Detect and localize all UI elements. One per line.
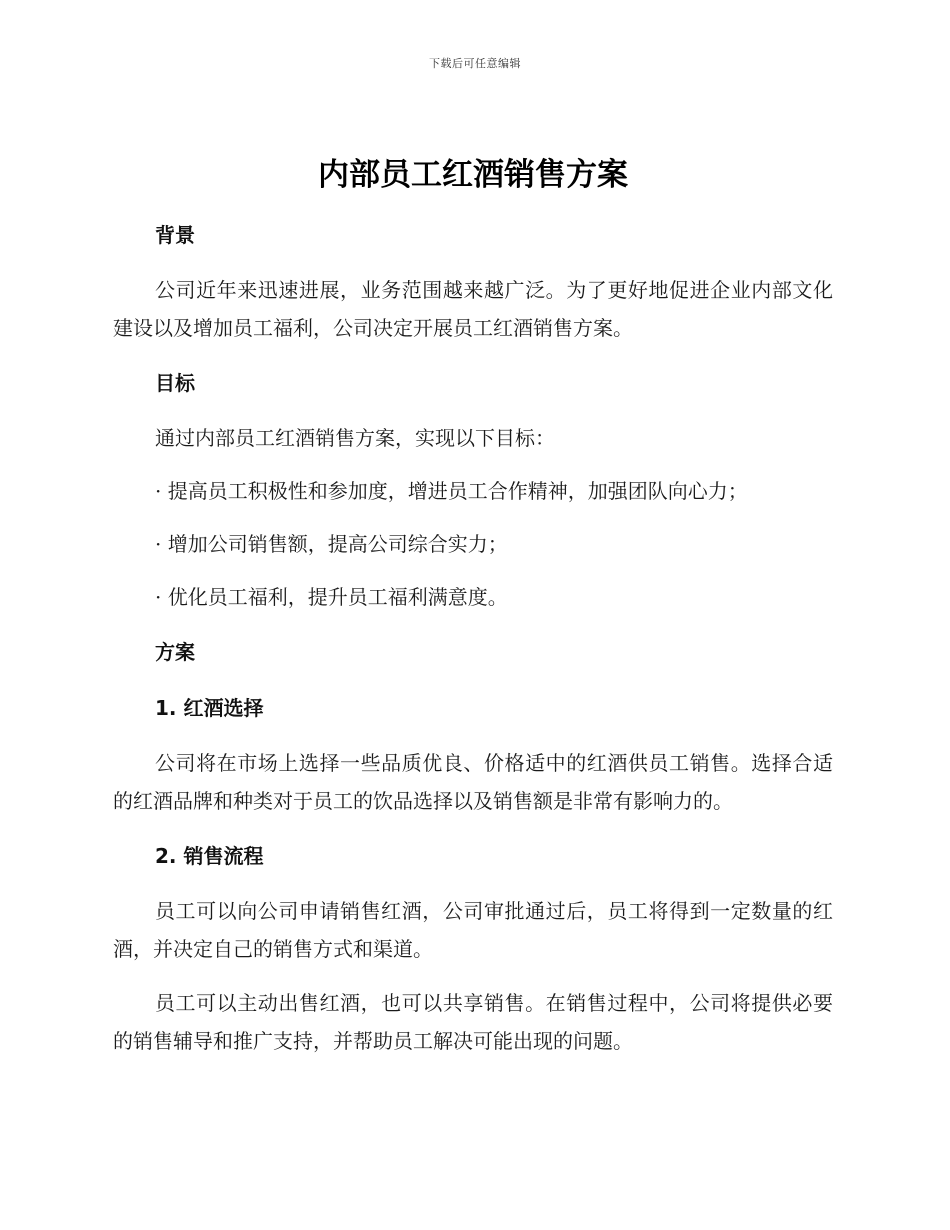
paragraph-sales-process-2: 员工可以主动出售红酒，也可以共享销售。在销售过程中，公司将提供必要的销售辅导和推广支持，并帮助员工解决可能出现的问题。 xyxy=(113,991,833,1053)
page-header-note: 下载后可任意编辑 xyxy=(429,57,521,70)
paragraph-background: 公司近年来迅速进展，业务范围越来越广泛。为了更好地促进企业内部文化建设以及增加员工福利，公司决定开展员工红酒销售方案。 xyxy=(113,278,833,340)
heading-wine-selection: 1. 红酒选择 xyxy=(155,696,264,720)
heading-plan: 方案 xyxy=(155,640,195,664)
paragraph-wine-selection: 公司将在市场上选择一些品质优良、价格适中的红酒供员工销售。选择合适的红酒品牌和种类对于员工的饮品选择以及销售额是非常有影响力的。 xyxy=(113,751,833,813)
heading-goals: 目标 xyxy=(155,371,195,395)
heading-background: 背景 xyxy=(155,223,195,247)
heading-sales-process: 2. 销售流程 xyxy=(155,844,264,868)
paragraph-goals-intro: 通过内部员工红酒销售方案，实现以下目标： xyxy=(155,426,555,450)
document-body xyxy=(113,150,833,1060)
goal-item: · 优化员工福利，提升员工福利满意度。 xyxy=(155,585,508,609)
document-title: 内部员工红酒销售方案 xyxy=(318,157,628,193)
paragraph-sales-process-1: 员工可以向公司申请销售红酒，公司审批通过后，员工将得到一定数量的红酒，并决定自己的销售方式和渠道。 xyxy=(113,899,833,961)
goal-item: · 提高员工积极性和参加度，增进员工合作精神，加强团队向心力； xyxy=(155,479,748,503)
goal-item: · 增加公司销售额，提高公司综合实力； xyxy=(155,532,508,556)
